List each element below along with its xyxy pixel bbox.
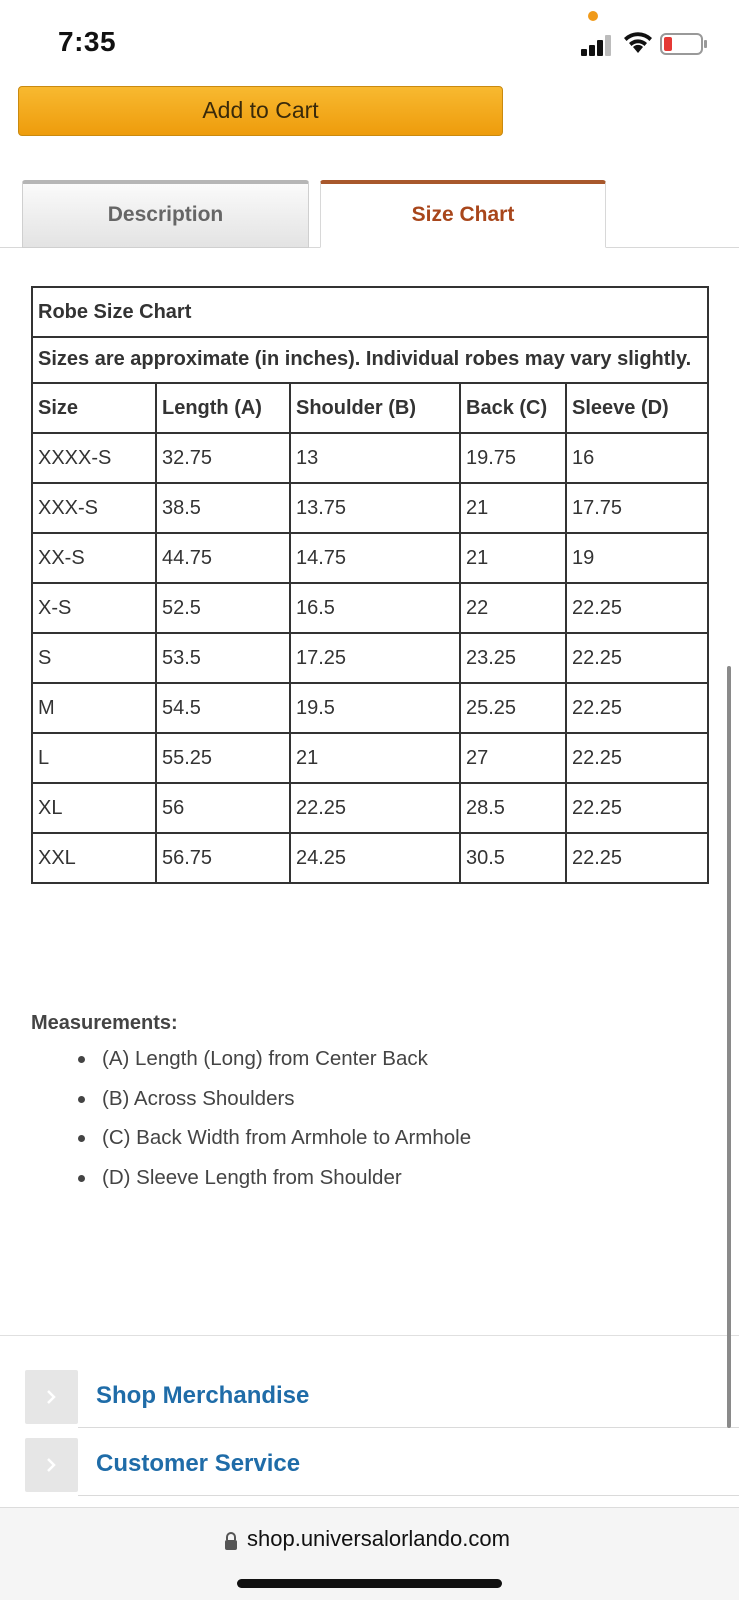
add-to-cart-button[interactable]: Add to Cart	[18, 86, 503, 136]
cell-size: XXL	[32, 833, 156, 883]
cell-back: 27	[460, 733, 566, 783]
chevron-right-icon	[45, 1456, 57, 1474]
cell-sleeve: 22.25	[566, 583, 708, 633]
cell-sleeve: 22.25	[566, 783, 708, 833]
chevron-box	[25, 1438, 78, 1492]
cell-size: S	[32, 633, 156, 683]
table-row	[32, 683, 708, 733]
table-row	[32, 633, 708, 683]
cell-length: 54.5	[156, 683, 290, 733]
measurement-text: (B) Across Shoulders	[102, 1086, 295, 1110]
tab-size-chart[interactable]: Size Chart	[320, 180, 606, 248]
url-text[interactable]: shop.universalorlando.com	[247, 1526, 510, 1551]
list-item	[78, 1165, 471, 1205]
cell-sleeve: 22.25	[566, 733, 708, 783]
footer-link-shop-merchandise[interactable]	[25, 1370, 725, 1424]
measurements-list	[78, 1046, 471, 1204]
measurement-text: (A) Length (Long) from Center Back	[102, 1047, 428, 1070]
table-caption: Robe Size Chart	[32, 287, 708, 337]
cell-length: 56.75	[156, 833, 290, 883]
cell-length: 32.75	[156, 433, 290, 483]
header-back: Back (C)	[460, 383, 566, 433]
cell-length: 38.5	[156, 483, 290, 533]
cell-back: 21	[460, 533, 566, 583]
status-time: 7:35	[58, 26, 117, 57]
bullet-icon	[78, 1096, 85, 1103]
cell-length: 53.5	[156, 633, 290, 683]
cell-length: 56	[156, 783, 290, 833]
divider	[78, 1495, 739, 1496]
measurement-text: (C) Back Width from Armhole to Armhole	[102, 1126, 472, 1149]
cell-length: 44.75	[156, 533, 290, 583]
cellular-signal-icon	[581, 34, 615, 56]
bullet-icon	[78, 1135, 85, 1142]
cell-shoulder: 21	[290, 733, 460, 783]
table-row	[32, 783, 708, 833]
header-shoulder: Shoulder (B)	[290, 383, 460, 433]
table-row	[32, 433, 708, 483]
footer-divider	[0, 1335, 739, 1336]
list-item	[78, 1125, 471, 1165]
table-row	[32, 483, 708, 533]
list-item	[78, 1086, 471, 1126]
tab-description[interactable]: Description	[22, 180, 309, 248]
cell-back: 30.5	[460, 833, 566, 883]
cell-length: 55.25	[156, 733, 290, 783]
cell-sleeve: 17.75	[566, 483, 708, 533]
cell-shoulder: 19.5	[290, 683, 460, 733]
cell-size: XXX-S	[32, 483, 156, 533]
header-length: Length (A)	[156, 383, 290, 433]
header-sleeve: Sleeve (D)	[566, 383, 708, 433]
cell-shoulder: 22.25	[290, 783, 460, 833]
footer-link-label: Shop Merchandise	[96, 1382, 310, 1409]
table-row	[32, 733, 708, 783]
bullet-icon	[78, 1056, 85, 1063]
lock-icon	[224, 1532, 238, 1550]
measurement-text: (D) Sleeve Length from Shoulder	[102, 1165, 402, 1189]
cell-shoulder: 13.75	[290, 483, 460, 533]
header-size: Size	[32, 383, 156, 433]
list-item	[78, 1046, 471, 1086]
cell-back: 21	[460, 483, 566, 533]
bullet-icon	[78, 1175, 85, 1182]
cell-shoulder: 13	[290, 433, 460, 483]
divider	[78, 1427, 739, 1428]
table-header-row	[32, 383, 708, 433]
table-row	[32, 533, 708, 583]
home-indicator[interactable]	[237, 1579, 502, 1588]
cell-shoulder: 14.75	[290, 533, 460, 583]
chevron-right-icon	[45, 1388, 57, 1406]
cell-sleeve: 22.25	[566, 633, 708, 683]
cell-shoulder: 16.5	[290, 583, 460, 633]
table-row	[32, 583, 708, 633]
chevron-box	[25, 1370, 78, 1424]
cell-sleeve: 19	[566, 533, 708, 583]
cell-shoulder: 24.25	[290, 833, 460, 883]
cell-size: L	[32, 733, 156, 783]
cell-sleeve: 16	[566, 433, 708, 483]
footer-link-label: Customer Service	[96, 1450, 301, 1477]
cell-shoulder: 17.25	[290, 633, 460, 683]
cell-back: 19.75	[460, 433, 566, 483]
cell-sleeve: 22.25	[566, 683, 708, 733]
cell-size: M	[32, 683, 156, 733]
table-note: Sizes are approximate (in inches). Individual robes may vary slightly.	[32, 337, 708, 383]
privacy-indicator-dot	[588, 11, 598, 21]
browser-address-bar[interactable]	[0, 1507, 739, 1600]
cell-back: 23.25	[460, 633, 566, 683]
cell-back: 28.5	[460, 783, 566, 833]
scrollbar[interactable]	[727, 666, 731, 1428]
cell-size: XXXX-S	[32, 433, 156, 483]
cell-size: XX-S	[32, 533, 156, 583]
footer-link-customer-service[interactable]	[25, 1438, 725, 1492]
cell-back: 25.25	[460, 683, 566, 733]
cell-back: 22	[460, 583, 566, 633]
table-row	[32, 833, 708, 883]
cell-sleeve: 22.25	[566, 833, 708, 883]
measurements-title: Measurements:	[31, 1012, 178, 1034]
cell-length: 52.5	[156, 583, 290, 633]
size-chart-table	[31, 286, 709, 884]
wifi-icon	[623, 31, 653, 55]
battery-icon	[660, 33, 708, 55]
cell-size: X-S	[32, 583, 156, 633]
status-bar	[0, 0, 739, 84]
cell-size: XL	[32, 783, 156, 833]
